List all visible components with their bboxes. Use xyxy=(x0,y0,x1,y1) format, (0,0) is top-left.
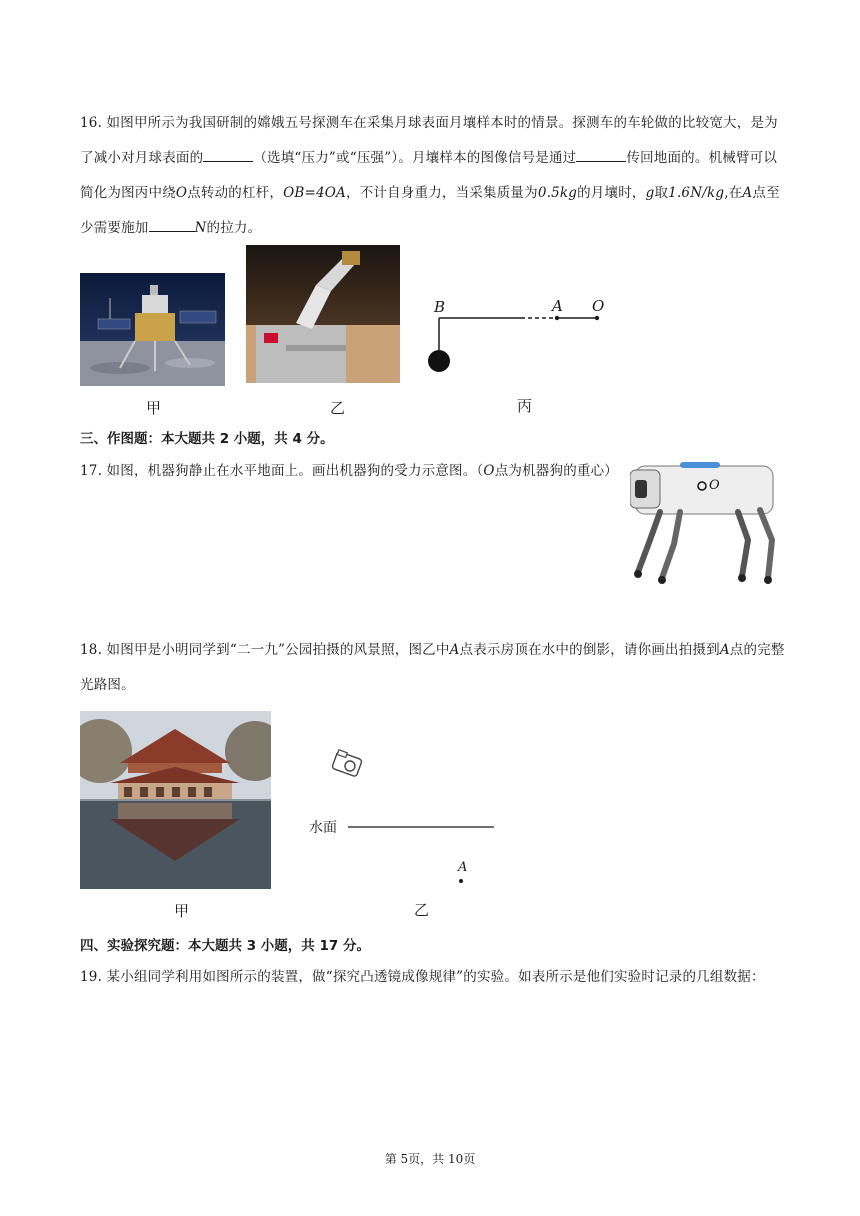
answer-blank[interactable] xyxy=(149,231,195,232)
q17-text: 17. 如图，机器狗静止在水平地面上。画出机器狗的受力示意图。（O点为机器狗的重心） xyxy=(80,463,619,479)
point-a xyxy=(555,316,559,320)
lever-label-a: A xyxy=(552,297,563,315)
section-heading-4: 四、实验探究题：本大题共 3 小题，共 17 分。 xyxy=(80,938,370,954)
lunar-lander-photo xyxy=(80,273,225,386)
section-heading-3: 三、作图题：本大题共 2 小题，共 4 分。 xyxy=(80,431,334,447)
camera-icon xyxy=(332,750,363,777)
q19-text: 19. 某小组同学利用如图所示的装置，做“探究凸透镜成像规律”的实验。如表所示是他们实验时记录的几组数据： xyxy=(80,969,765,985)
robotic-arm-photo xyxy=(246,245,400,383)
point-a-label: A xyxy=(458,860,468,875)
answer-blank[interactable] xyxy=(203,161,253,162)
figure-caption-jia-18: 甲 xyxy=(174,902,190,920)
figure-caption-bing: 丙 xyxy=(517,397,533,415)
page-footer: 第 5页，共 10页 xyxy=(384,1152,476,1166)
reflection-diagram xyxy=(306,740,506,890)
pavilion-photo xyxy=(80,711,271,889)
answer-blank[interactable] xyxy=(576,161,626,162)
dog-label-o: O xyxy=(709,478,720,493)
water-surface-label: 水面 xyxy=(309,820,337,836)
q18-text: 18. 如图甲是小明同学到“二一九”公园拍摄的风景照，图乙中A点表示房顶在水中的倒影，请你画出拍摄到A点的完整光路图。 xyxy=(80,642,785,693)
lever-label-o: O xyxy=(592,297,605,315)
lever-diagram xyxy=(425,292,615,382)
lever-label-b: B xyxy=(434,298,446,316)
hanging-mass xyxy=(428,350,450,372)
figure-caption-yi: 乙 xyxy=(330,399,346,417)
pivot-point-o xyxy=(595,316,599,320)
figure-caption-jia: 甲 xyxy=(146,399,162,417)
point-a xyxy=(459,879,463,883)
q16-text: 16. 如图甲所示为我国研制的嫦娥五号探测车在采集月球表面月壤样本时的情景。探测车的车轮做的比较宽大，是为了减小对月球表面的 （选填“压力”或“压强”）。月壤样本的图像信号是通过 传回地面的。机械臂可以简化为图丙中绕O点转动的杠杆，OB=4OA，不计自身重力，当采集质量为0.5kg的月壤时，g取1.6N/kg,在A点至少需要施加 N的拉力。 xyxy=(80,115,780,236)
robot-dog-figure xyxy=(630,460,785,600)
figure-caption-yi-18: 乙 xyxy=(414,901,430,919)
